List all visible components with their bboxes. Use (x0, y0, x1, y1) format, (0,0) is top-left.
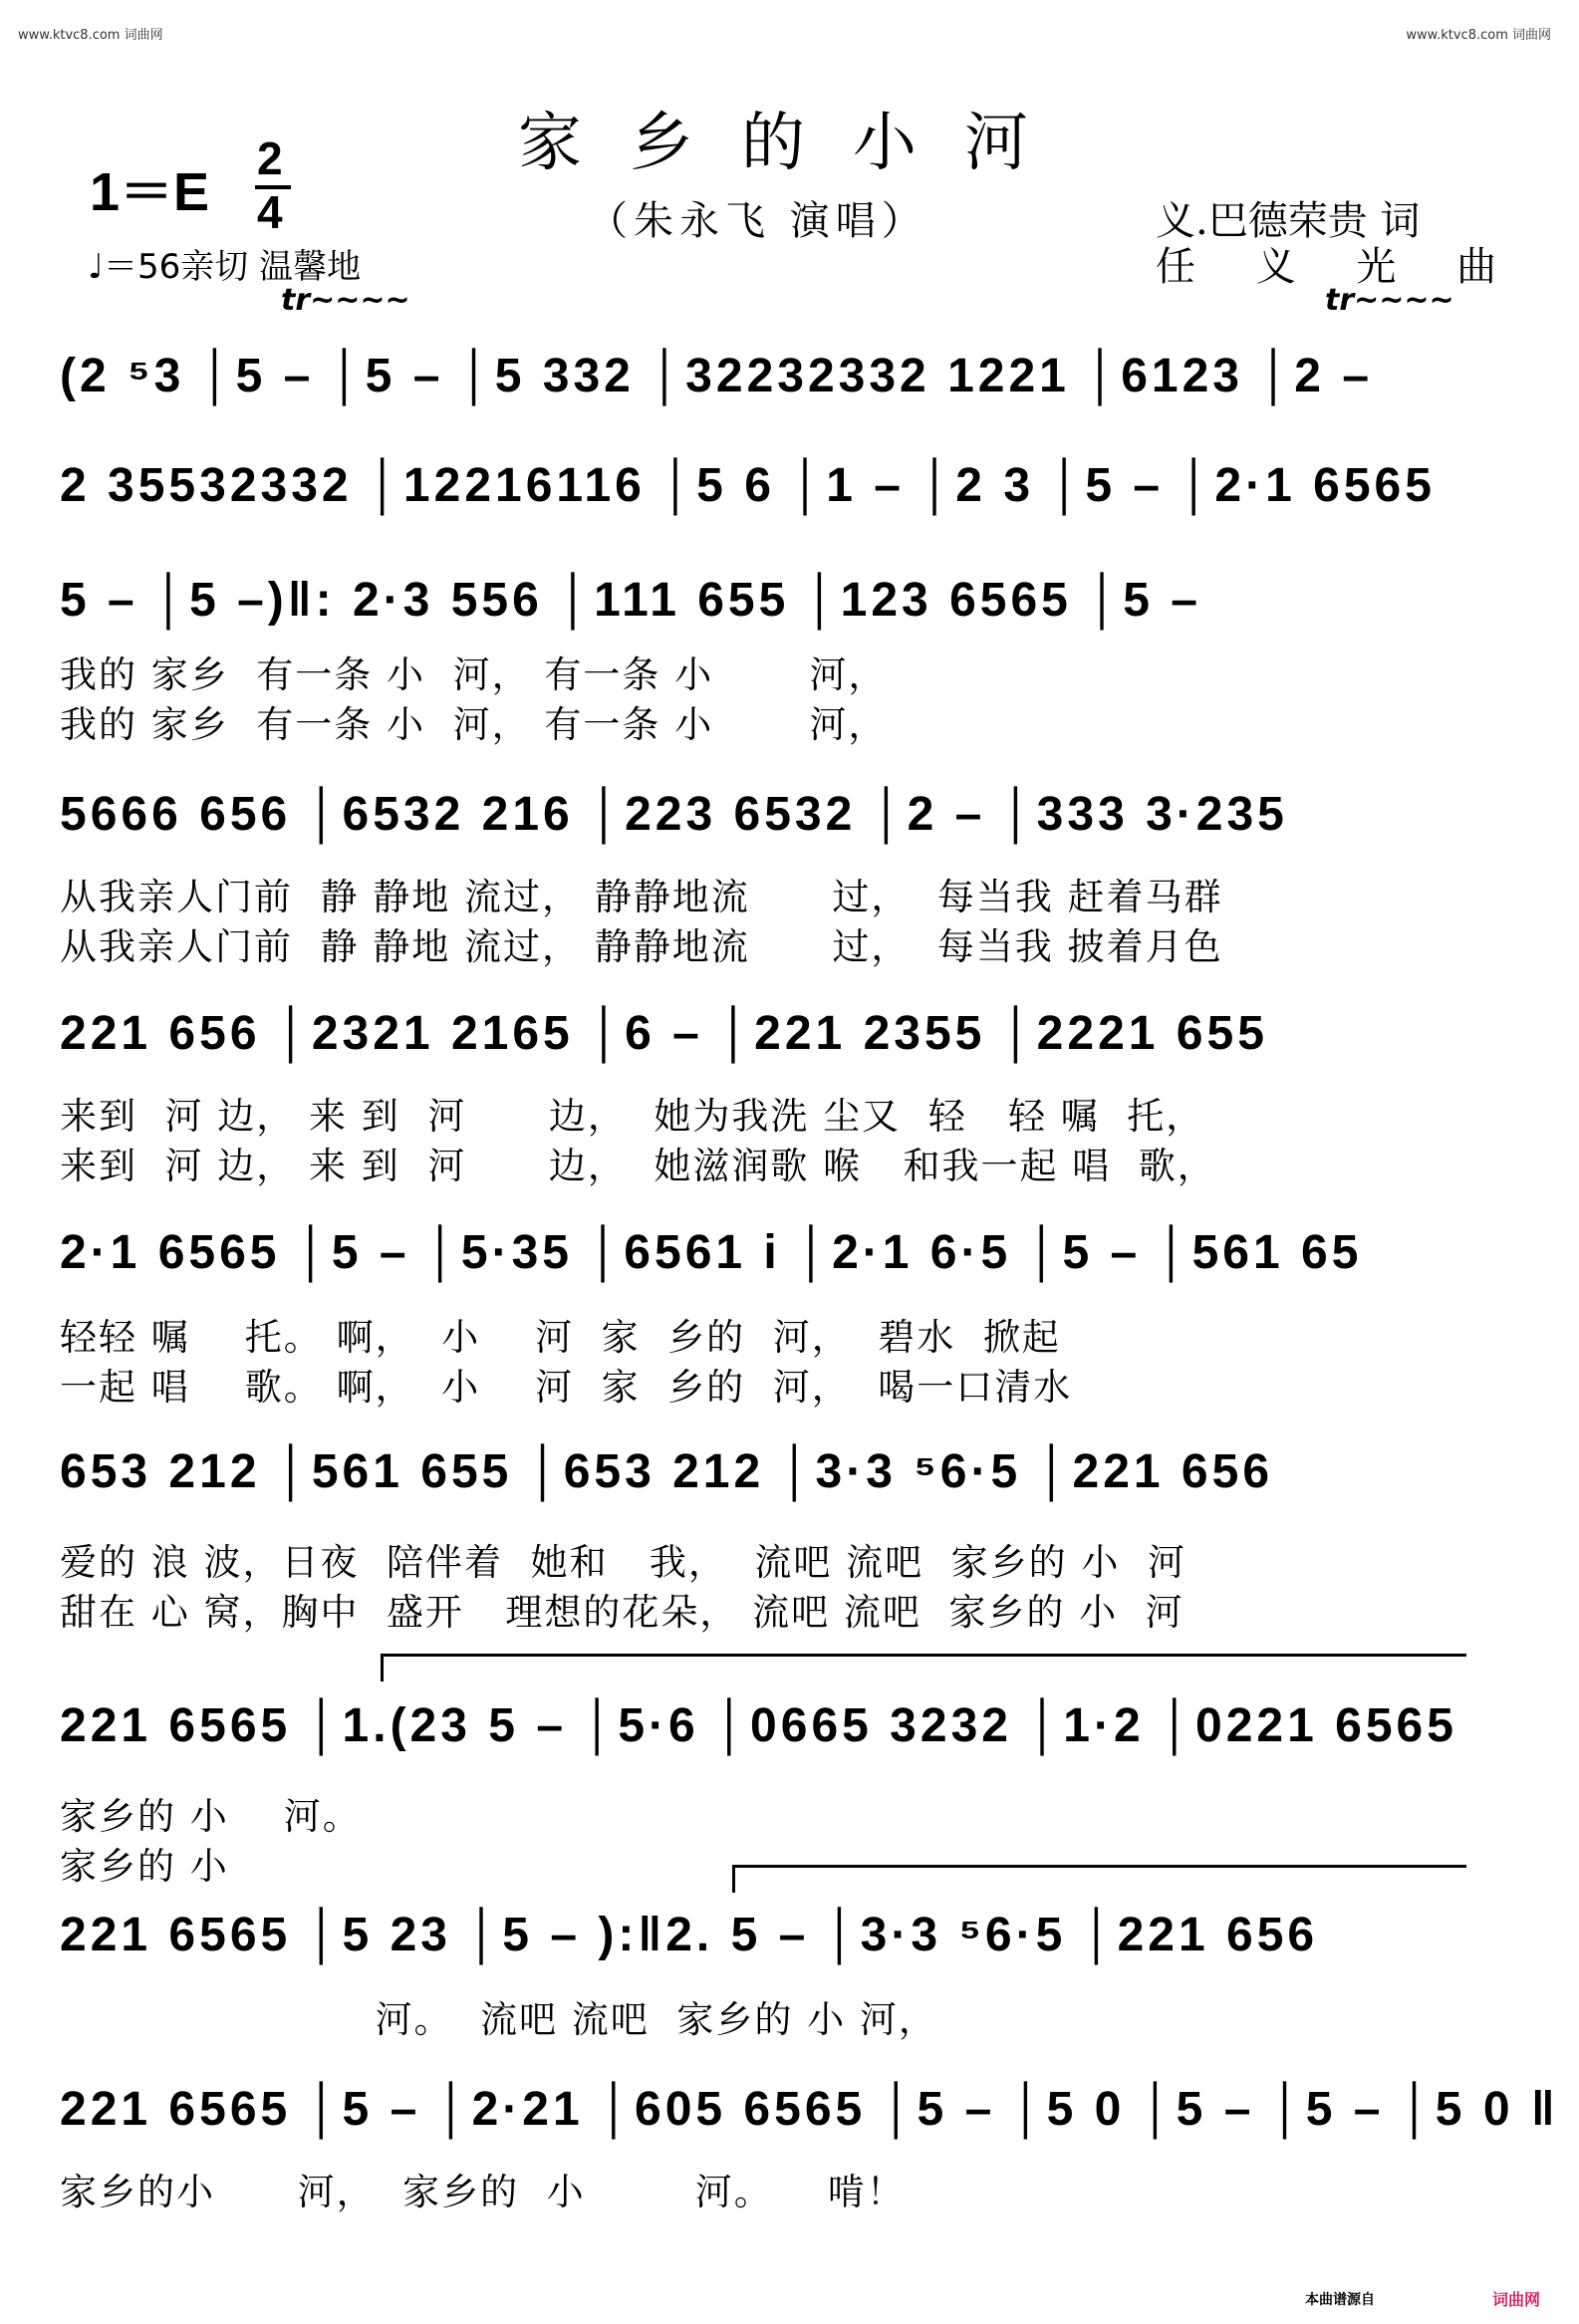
lyrics-verse-2: 甜在 心 窝，胸中 盛开 理想的花朵， 流吧 流吧 家乡的 小 河 (60, 1591, 1184, 1634)
lyrics-verse-1: 家乡的小 河， 家乡的 小 河。 啃！ (60, 2171, 906, 2213)
notes-line: 221 6565 │1.(23 5 – │5·6 │0665 3232 │1·2 │0221 6565 (60, 1699, 1457, 1752)
volta-2-bracket (732, 1865, 1466, 1868)
staff-7 (60, 1444, 1484, 1634)
lyricist-credit: 义.巴德荣贵 词 (1156, 198, 1421, 244)
staff-9 (60, 1908, 1484, 2041)
watermark-left: www.ktvc8.com 词曲网 (18, 28, 163, 43)
staff-3 (60, 573, 1484, 746)
right-margin-strip (1561, 0, 1579, 2324)
staff-10 (60, 2082, 1559, 2213)
lyrics-verse-1: 我的 家乡 有一条 小 河， 有一条 小 河， (60, 653, 888, 696)
lyrics-verse-1: 从我亲人门前 静 静地 流过， 静静地流 过， 每当我 赶着马群 (60, 876, 1223, 918)
staff-6 (60, 1225, 1484, 1409)
lyrics-verse-2: 来到 河 边， 来 到 河 边， 她滋润歌 喉 和我一起 唱 歌， (60, 1145, 1216, 1187)
key-signature: 1＝E (90, 162, 210, 222)
lyrics-verse-1: 爱的 浪 波，日夜 陪伴着 她和 我， 流吧 流吧 家乡的 小 河 (60, 1541, 1186, 1584)
notes-line: 2·1 6565 │5 – │5·35 │6561 i │2·1 6·5 │5 – │561 65 (60, 1226, 1363, 1279)
song-title: 家乡的小河 (518, 107, 1076, 180)
staff-2 (60, 458, 1484, 538)
lyrics-verse-1: 河。 流吧 流吧 家乡的 小 河， (60, 1998, 937, 2041)
volta-2-bracket-end (732, 1865, 735, 1893)
left-margin-strip (0, 0, 18, 2324)
watermark-right: www.ktvc8.com 词曲网 (1406, 28, 1551, 43)
lyrics-verse-1: 来到 河 边， 来 到 河 边， 她为我洗 尘又 轻 轻 嘱 托， (60, 1095, 1205, 1138)
notes-line: 5666 656 │6532 216 │223 6532 │2 – │333 3·235 (60, 788, 1288, 841)
composer-credit: 任 义 光 曲 (1156, 244, 1521, 290)
lyrics-verse-1: 家乡的 小 河。 (60, 1795, 362, 1838)
notes-line: 2 35532332 │12216116 │5 6 │1 – │2 3 │5 – │2·1 6565 (60, 459, 1436, 512)
notes-line: 653 212 │561 655 │653 212 │3·3 ⁵6·5 │221 656 (60, 1445, 1274, 1498)
notes-line: 5 – │5 –)‖: 2·3 556 │111 655 │123 6565 │5 – (60, 574, 1201, 627)
notes-line: 221 6565 │5 – │2·21 │605 6565 │5 – │5 0 │5 – │5 – │5 0 ‖ (60, 2083, 1559, 2136)
singer-credit: （朱永飞 演唱） (588, 198, 927, 244)
staff-1 (60, 349, 1484, 428)
footer-source: 本曲谱源自 (1305, 2292, 1375, 2308)
tempo-marking: ♩＝56亲切 温馨地 (88, 247, 362, 287)
staff-8 (60, 1698, 1484, 1888)
lyrics-verse-2: 从我亲人门前 静 静地 流过， 静静地流 过， 每当我 披着月色 (60, 925, 1223, 968)
lyrics-verse-2: 一起 唱 歌。 啊， 小 河 家 乡的 河， 喝一口清水 (60, 1366, 1073, 1409)
notes-line: 221 656 │2321 2165 │6 – │221 2355 │2221 655 (60, 1007, 1268, 1060)
time-signature-bottom: 4 (257, 186, 283, 238)
footer-site-link[interactable]: 词曲网 (1492, 2290, 1541, 2309)
volta-1-bracket-end (381, 1654, 384, 1681)
volta-1-bracket (381, 1654, 1466, 1657)
trill-mark-1: tr~~~~ (281, 283, 410, 318)
notes-line: (2 ⁵3 │5 – │5 – │5 332 │32232332 1221 │6123 │2 – (60, 350, 1374, 402)
time-signature-top: 2 (257, 132, 283, 184)
staff-5 (60, 1006, 1484, 1187)
notes-line: 221 6565 │5 23 │5 – ):‖2. 5 – │3·3 ⁵6·5 │221 656 (60, 1909, 1319, 1961)
trill-mark-2: tr~~~~ (1325, 283, 1454, 318)
staff-4 (60, 787, 1484, 968)
lyrics-verse-2: 我的 家乡 有一条 小 河， 有一条 小 河， (60, 703, 888, 746)
lyrics-verse-2: 家乡的 小 (60, 1845, 229, 1888)
lyrics-verse-1: 轻轻 嘱 托。 啊， 小 河 家 乡的 河， 碧水 掀起 (60, 1316, 1061, 1359)
